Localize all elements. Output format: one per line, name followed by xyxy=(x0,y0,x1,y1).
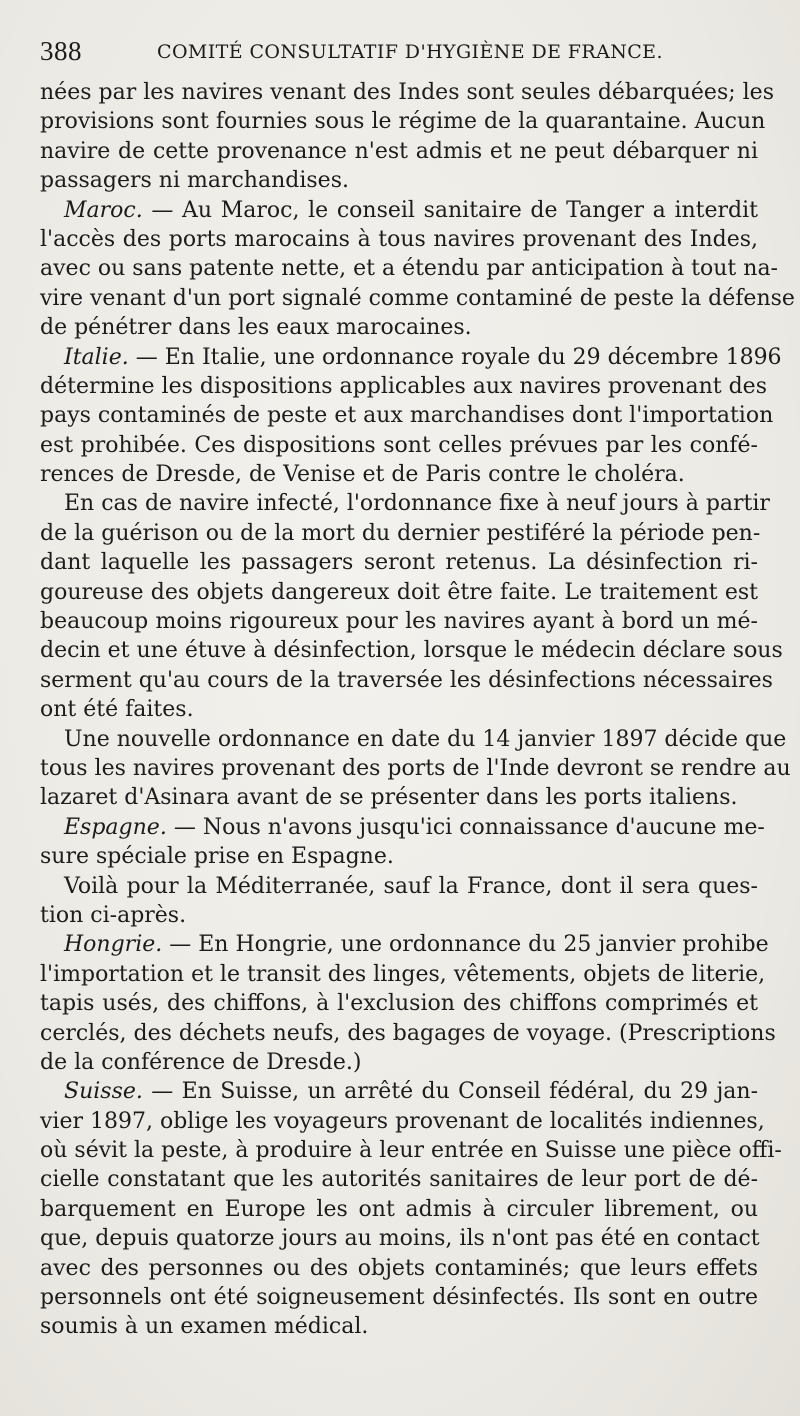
line-text: Une nouvelle ordonnance en date du 14 janvier 1897 décide que xyxy=(64,726,787,752)
line-text: — En Italie, une ordonnance royale du 29 décembre 1896 xyxy=(128,344,782,370)
text-line xyxy=(40,1019,776,1048)
line-text: rences de Dresde, de Venise et de Paris contre le choléra. xyxy=(40,462,685,488)
text-line xyxy=(40,901,758,930)
text-line xyxy=(40,666,773,695)
line-text: — Au Maroc, le conseil sanitaire de Tanger a interdit xyxy=(142,197,758,223)
line-text: pays contaminés de peste et aux marchandises dont l'importation xyxy=(40,403,774,429)
line-text: nées par les navires venant des Indes sont seules débarquées; les xyxy=(40,80,774,105)
line-text: détermine les dispositions applicables aux navires provenant des xyxy=(40,373,767,399)
text-line xyxy=(40,725,787,754)
text-line xyxy=(40,607,758,636)
text-line xyxy=(40,989,758,1018)
text-line xyxy=(40,107,766,136)
line-text: — Nous n'avons jusqu'ici connaissance d'aucune me- xyxy=(166,814,765,840)
line-text: ont été faites. xyxy=(40,697,194,723)
section-lead: Hongrie. xyxy=(64,932,163,958)
line-text: cerclés, des déchets neufs, des bagages de voyage. (Prescriptions xyxy=(40,1020,776,1046)
line-text: l'importation et le transit des linges, vêtements, objets de literie, xyxy=(40,961,766,987)
text-line xyxy=(40,548,758,577)
line-text: En cas de navire infecté, l'ordonnance fixe à neuf jours à partir xyxy=(64,491,770,517)
text-line xyxy=(40,401,774,430)
line-text: tapis usés, des chiffons, à l'exclusion des chiffons comprimés et xyxy=(40,991,758,1017)
line-text: soumis à un examen médical. xyxy=(40,1314,369,1340)
running-head xyxy=(40,36,760,70)
text-line xyxy=(40,872,758,901)
text-line xyxy=(40,460,758,489)
line-text: dant laquelle les passagers seront retenus. La désinfection ri- xyxy=(40,550,758,576)
text-line xyxy=(40,1165,758,1194)
text-line xyxy=(40,313,758,342)
line-text: de la guérison ou de la mort du dernier pestiféré la période pen- xyxy=(40,520,761,546)
line-text: serment qu'au cours de la traversée les désinfections nécessaires xyxy=(40,667,773,693)
line-text: vire venant d'un port signalé comme contaminé de peste la défense xyxy=(40,285,795,311)
line-text: goureuse des objets dangereux doit être faite. Le traitement est xyxy=(40,579,758,605)
line-text: decin et une étuve à désinfection, lorsque le médecin déclare sous xyxy=(40,638,783,664)
text-line xyxy=(40,254,778,283)
line-text: est prohibée. Ces dispositions sont celles prévues par les confé- xyxy=(40,432,758,458)
line-text: que, depuis quatorze jours au moins, ils n'ont pas été en contact xyxy=(40,1226,760,1252)
line-text: lazaret d'Asinara avant de se présenter dans les ports italiens. xyxy=(40,785,738,811)
text-line xyxy=(40,519,761,548)
line-text: tion ci-après. xyxy=(40,902,187,928)
text-line xyxy=(40,343,782,372)
line-text: provisions sont fournies sous le régime de la quarantaine. Aucun xyxy=(40,109,766,135)
text-line xyxy=(40,1136,782,1165)
section-lead: Maroc. xyxy=(64,197,143,223)
line-text: passagers ni marchandises. xyxy=(40,168,349,194)
text-line xyxy=(40,1254,758,1283)
text-line xyxy=(40,695,758,724)
line-text: sure spéciale prise en Espagne. xyxy=(40,844,394,870)
text-line xyxy=(40,636,783,665)
text-line xyxy=(40,78,774,107)
text-line xyxy=(40,489,770,518)
text-line xyxy=(40,1048,758,1077)
text-line xyxy=(40,842,758,871)
text-line xyxy=(40,578,758,607)
line-text: l'accès des ports marocains à tous navires provenant des Indes, xyxy=(40,226,758,252)
text-line xyxy=(40,431,758,460)
line-text: — En Hongrie, une ordonnance du 25 janvier prohibe xyxy=(162,932,769,958)
text-line xyxy=(40,813,765,842)
line-text: avec des personnes ou des objets contaminés; que leurs effets xyxy=(40,1255,758,1281)
text-line xyxy=(40,930,769,959)
line-text: personnels ont été soigneusement désinfectés. Ils sont en outre xyxy=(40,1285,758,1311)
section-lead: Suisse. xyxy=(64,1079,143,1105)
line-text: barquement en Europe les ont admis à circuler librement, ou xyxy=(40,1196,758,1222)
line-text: — En Suisse, un arrêté du Conseil fédéral, du 29 jan- xyxy=(142,1079,758,1105)
line-text: de la conférence de Dresde.) xyxy=(40,1049,362,1075)
text-line xyxy=(40,754,791,783)
text-line xyxy=(40,284,795,313)
page-number: 388 xyxy=(40,36,82,66)
text-line xyxy=(40,1107,765,1136)
text-line xyxy=(40,1283,758,1312)
running-title: COMITÉ CONSULTATIF D'HYGIÈNE DE FRANCE. xyxy=(157,41,663,63)
section-lead: Espagne. xyxy=(64,814,167,840)
line-text: vier 1897, oblige les voyageurs provenant de localités indiennes, xyxy=(40,1108,765,1134)
text-line xyxy=(40,225,758,254)
text-line xyxy=(40,1312,758,1341)
line-text: Voilà pour la Méditerranée, sauf la France, dont il sera ques- xyxy=(64,873,758,899)
text-line xyxy=(40,1077,758,1106)
text-line xyxy=(40,137,758,166)
text-line xyxy=(40,960,766,989)
text-line xyxy=(40,1195,758,1224)
text-line xyxy=(40,1224,758,1253)
line-text: où sévit la peste, à produire à leur entrée en Suisse une pièce offi- xyxy=(40,1138,782,1164)
line-text: beaucoup moins rigoureux pour les navires ayant à bord un mé- xyxy=(40,609,758,635)
text-line xyxy=(40,372,767,401)
line-text: navire de cette provenance n'est admis et ne peut débarquer ni xyxy=(40,138,758,164)
text-line xyxy=(40,196,758,225)
line-text: cielle constatant que les autorités sanitaires de leur port de dé- xyxy=(40,1167,758,1193)
text-line xyxy=(40,166,758,195)
body-text xyxy=(40,78,795,1342)
line-text: tous les navires provenant des ports de l'Inde devront se rendre au xyxy=(40,755,791,781)
line-text: avec ou sans patente nette, et a étendu par anticipation à tout na- xyxy=(40,256,778,282)
section-lead: Italie. xyxy=(64,344,129,370)
line-text: de pénétrer dans les eaux marocaines. xyxy=(40,315,472,341)
text-line xyxy=(40,783,758,812)
